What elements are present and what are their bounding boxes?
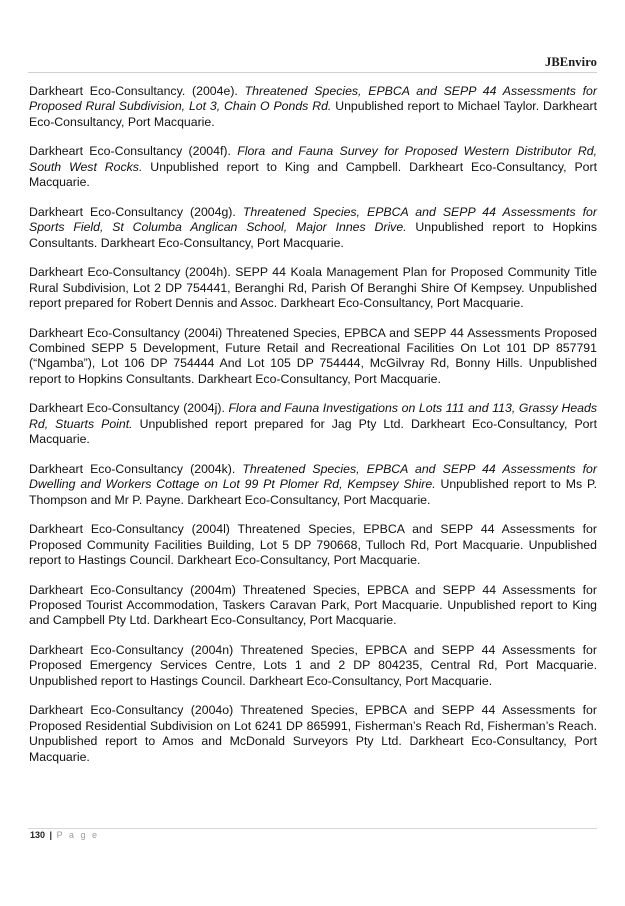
reference-entry — [29, 583, 597, 629]
reference-text: Darkheart Eco-Consultancy. (2004e). — [29, 84, 245, 98]
reference-title: Threatened Species, EPBCA and SEPP 44 Assessments for Sports Field, St Columba Anglican School, Major Innes Drive. — [29, 204, 597, 235]
reference-title: Threatened Species, EPBCA and SEPP 44 Assessments for Proposed Rural Subdivision, Lot 3, Chain O Ponds Rd. — [29, 84, 597, 114]
reference-text: Darkheart Eco-Consultancy (2004j). — [29, 401, 229, 416]
reference-entry — [29, 703, 597, 765]
reference-text: Unpublished report prepared for Jag Pty Ltd. Darkheart Eco-Consultancy, Port Macquarie. — [29, 416, 597, 447]
footer-separator: | — [49, 830, 53, 840]
header-divider — [28, 72, 597, 73]
reference-entry — [29, 84, 597, 130]
brand-logo-text: JBEnviro — [545, 55, 597, 69]
reference-entry — [29, 326, 597, 388]
reference-text: Darkheart Eco-Consultancy (2004f). — [29, 144, 238, 159]
reference-text: Darkheart Eco-Consultancy (2004i) Threatened Species, EPBCA and SEPP 44 Assessments Proposed Combined SEPP 5 Development, Future Retail and Recreational Facilities On Lot 101 DP 857791 (“Ngamba”), Lot 106 DP 754444 And Lot 105 DP 754444, McGilvray Rd, Bonny Hills. Unpublished report to Hopkins Consultants. Darkheart Eco-Consultancy, Port Macquarie. — [29, 325, 597, 386]
reference-entry — [29, 144, 597, 190]
reference-entry — [29, 462, 597, 508]
reference-entry — [29, 401, 597, 447]
reference-text: Darkheart Eco-Consultancy (2004h). SEPP 44 Koala Management Plan for Proposed Community Title Rural Subdivision, Lot 2 DP 754441, Beranghi Rd, Parish Of Beranghi Shire Of Kempsey. Unpublished report prepared for Robert Dennis and Assoc. Darkheart Eco-Consultancy, Port Macquarie. — [29, 265, 597, 311]
reference-text: Darkheart Eco-Consultancy (2004g). — [29, 204, 243, 219]
reference-list — [29, 84, 597, 779]
reference-text: Darkheart Eco-Consultancy (2004k). — [29, 461, 243, 476]
reference-text: Darkheart Eco-Consultancy (2004o) Threatened Species, EPBCA and SEPP 44 Assessments for Proposed Residential Subdivision on Lot 6241 DP 865991, Fisherman’s Reach Rd, Fisherman’s Reach. Unpublished report to Amos and McDonald Surveyors Pty Ltd. Darkheart Eco-Consultancy, Port Macquarie. — [29, 703, 597, 764]
reference-title: Flora and Fauna Survey for Proposed Western Distributor Rd, South West Rocks. — [29, 144, 597, 174]
reference-text: Unpublished report to Michael Taylor. Darkheart Eco-Consultancy, Port Macquarie. — [29, 99, 597, 129]
reference-entry — [29, 643, 597, 689]
reference-text: Darkheart Eco-Consultancy (2004n) Threatened Species, EPBCA and SEPP 44 Assessments for Proposed Emergency Services Centre, Lots 1 and 2 DP 804235, Central Rd, Port Macquarie. Unpublished report to Hastings Council. Darkheart Eco-Consultancy, Port Macquarie. — [29, 643, 597, 688]
reference-text: Darkheart Eco-Consultancy (2004m) Threatened Species, EPBCA and SEPP 44 Assessments for Proposed Tourist Accommodation, Taskers Caravan Park, Port Macquarie. Unpublished report to King and Campbell Pty Ltd. Darkheart Eco-Consultancy, Port Macquarie. — [29, 582, 597, 628]
reference-text: Unpublished report to Hopkins Consultants. Darkheart Eco-Consultancy, Port Macquarie. — [29, 220, 597, 250]
reference-title: Threatened Species, EPBCA and SEPP 44 Assessments for Dwelling and Workers Cottage on Lot 99 Pt Plomer Rd, Kempsey Shire. — [29, 461, 597, 492]
reference-entry — [29, 265, 597, 311]
page-number: 130 — [30, 830, 46, 840]
page-footer — [30, 830, 99, 840]
reference-entry — [29, 522, 597, 568]
reference-title: Flora and Fauna Investigations on Lots 111 and 113, Grassy Heads Rd, Stuarts Point. — [29, 401, 597, 431]
reference-text: Unpublished report to King and Campbell. Darkheart Eco-Consultancy, Port Macquarie. — [29, 159, 597, 190]
reference-entry — [29, 205, 597, 251]
page-label: P a g e — [56, 830, 99, 840]
reference-text: Unpublished report to Ms P. Thompson and Mr P. Payne. Darkheart Eco-Consultancy, Port Macquarie. — [29, 477, 597, 507]
footer-divider — [28, 828, 597, 829]
reference-text: Darkheart Eco-Consultancy (2004l) Threatened Species, EPBCA and SEPP 44 Assessments for Proposed Community Facilities Building, Lot 5 DP 790668, Tulloch Rd, Port Macquarie. Unpublished report to Hastings Council. Darkheart Eco-Consultancy, Port Macquarie. — [29, 522, 597, 568]
